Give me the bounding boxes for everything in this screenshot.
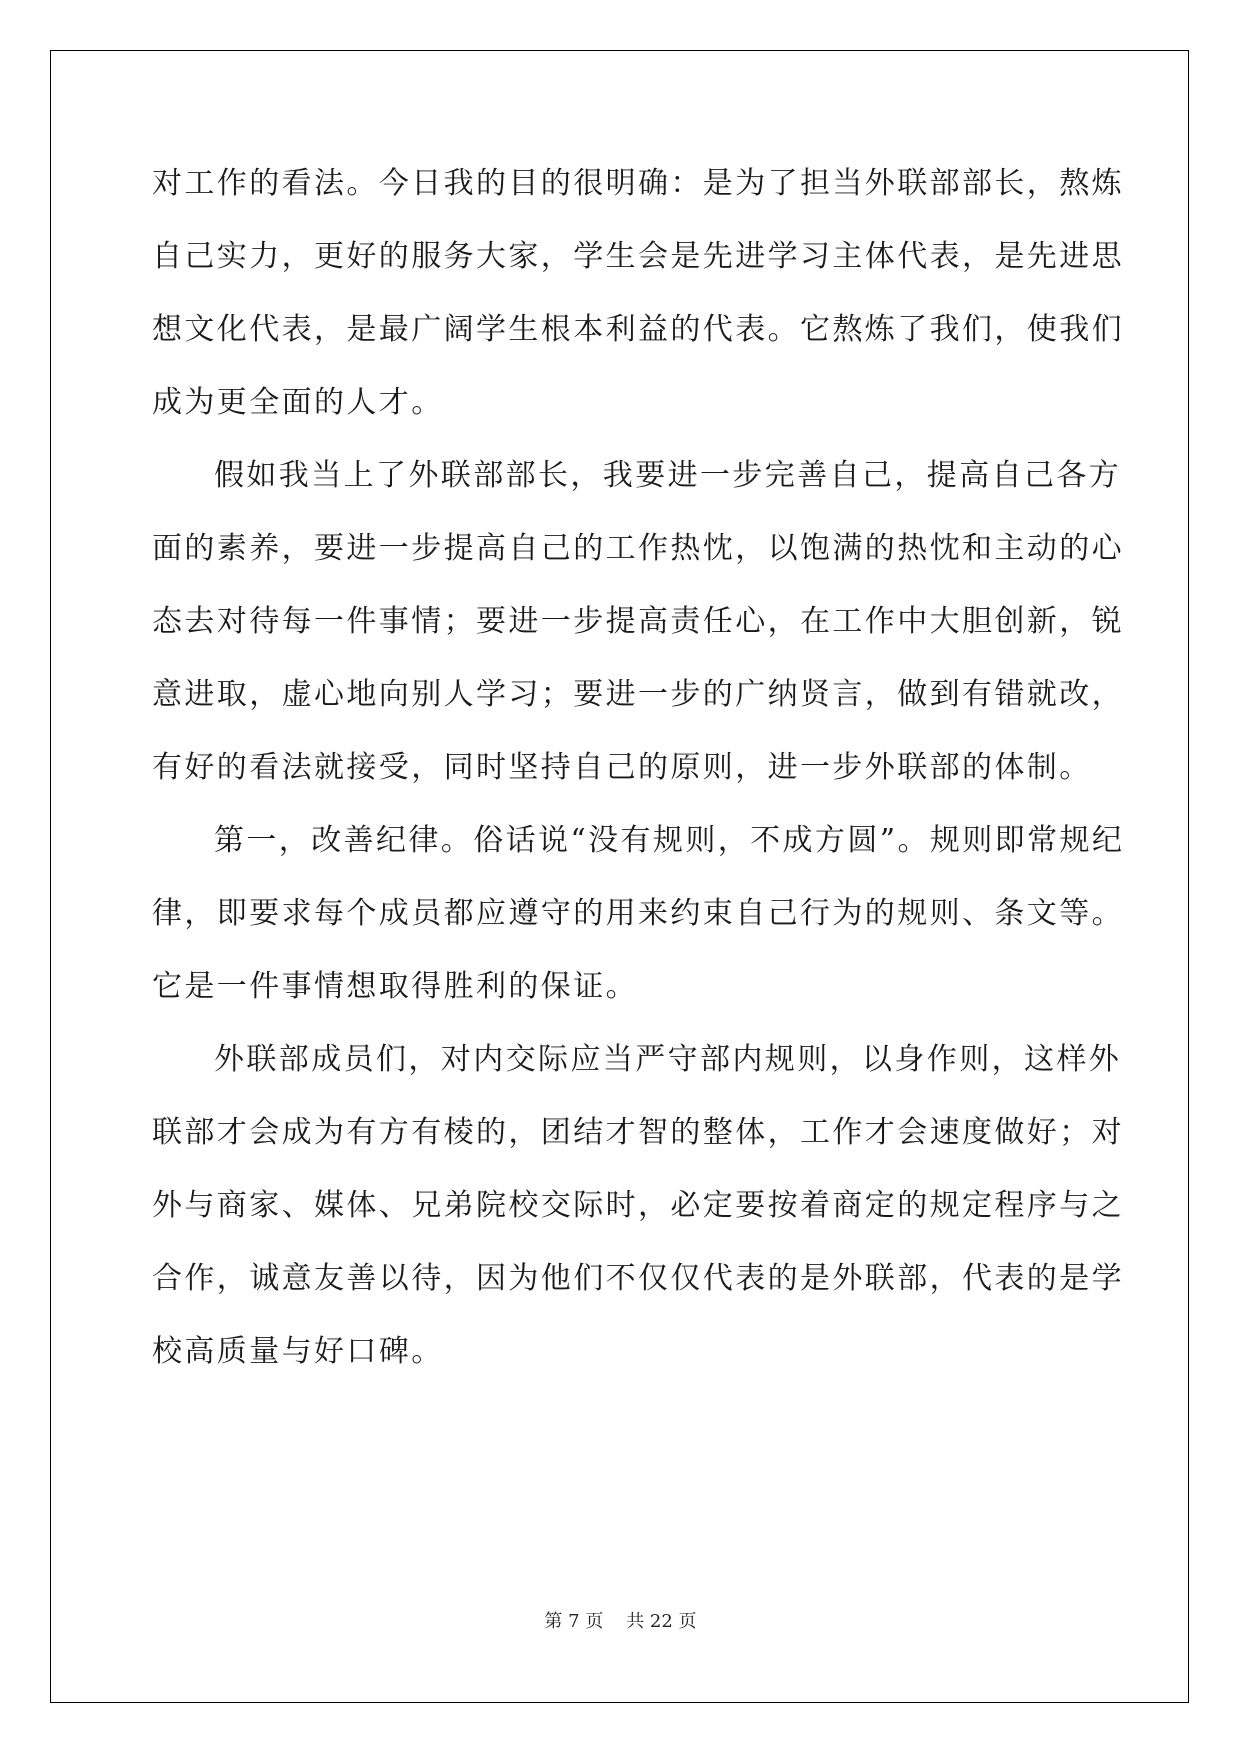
text-line: 成为更全面的人才。	[152, 385, 444, 420]
text-line: 外与商家、媒体、兄弟院校交际时，必定要按着商定的规定程序与之	[152, 1188, 1124, 1223]
text-line: 对工作的看法。今日我的目的很明确：是为了担当外联部部长，熬炼	[152, 166, 1124, 201]
text-line: 律，即要求每个成员都应遵守的用来约束自己行为的规则、条文等。	[152, 896, 1124, 931]
text-line: 有好的看法就接受，同时坚持自己的原则，进一步外联部的体制。	[152, 750, 1092, 785]
text-line: 自己实力，更好的服务大家，学生会是先进学习主体代表，是先进思	[152, 239, 1124, 274]
text-line: 态去对待每一件事情；要进一步提高责任心，在工作中大胆创新，锐	[152, 604, 1124, 639]
text-line: 第一，改善纪律。俗话说“没有规则，不成方圆”。规则即常规纪	[214, 823, 1125, 858]
text-line: 想文化代表，是最广阔学生根本利益的代表。它熬炼了我们，使我们	[152, 312, 1124, 347]
text-line: 意进取，虚心地向别人学习；要进一步的广纳贤言，做到有错就改，	[152, 677, 1124, 712]
text-line: 联部才会成为有方有棱的，团结才智的整体，工作才会速度做好；对	[152, 1115, 1124, 1150]
page-border	[50, 50, 1189, 1703]
text-line: 校高质量与好口碑。	[152, 1334, 444, 1369]
text-line: 外联部成员们，对内交际应当严守部内规则，以身作则，这样外	[214, 1042, 1122, 1077]
text-line: 假如我当上了外联部部长，我要进一步完善自己，提高自己各方	[214, 458, 1122, 493]
text-line: 合作，诚意友善以待，因为他们不仅仅代表的是外联部，代表的是学	[152, 1261, 1124, 1296]
text-line: 面的素养，要进一步提高自己的工作热忱，以饱满的热忱和主动的心	[152, 531, 1124, 566]
page-number: 第 7 页 共 22 页	[544, 1611, 697, 1632]
text-line: 它是一件事情想取得胜利的保证。	[152, 969, 638, 1004]
